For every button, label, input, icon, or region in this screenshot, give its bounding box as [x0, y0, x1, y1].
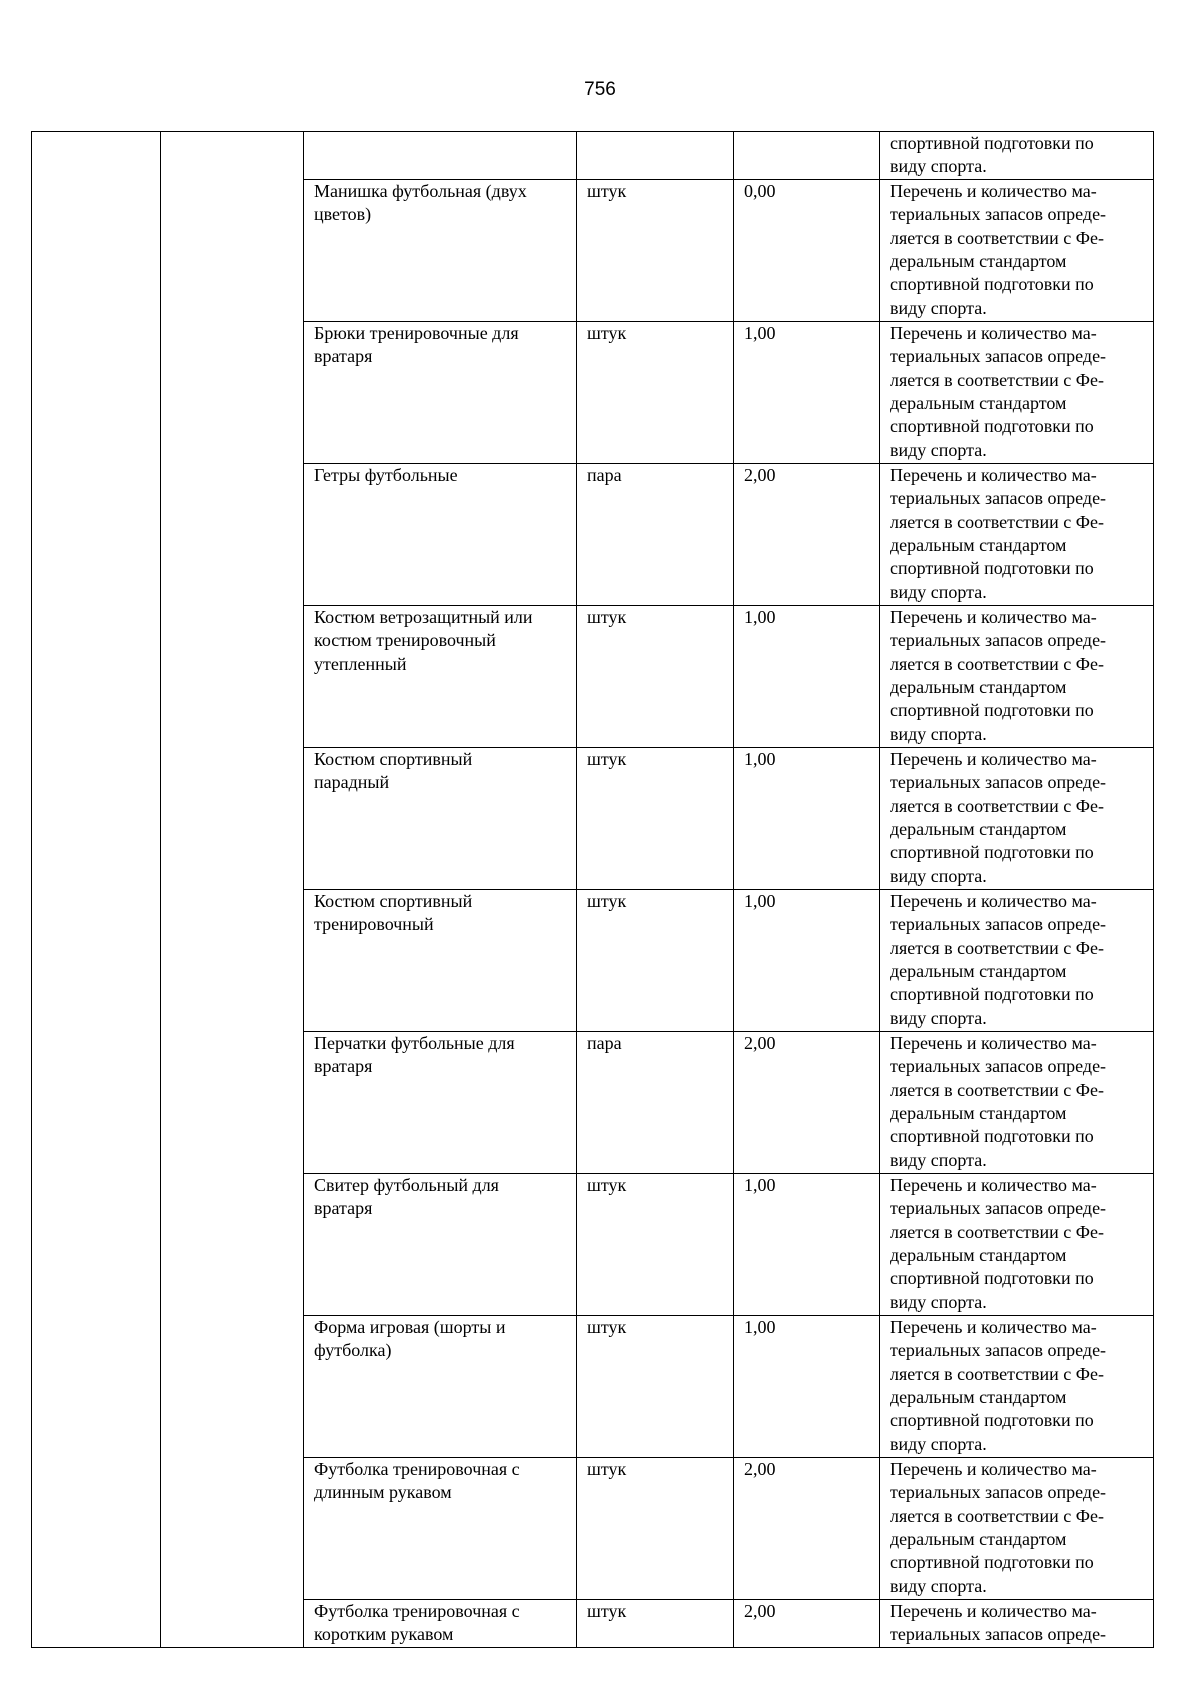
cell-unit — [577, 889, 734, 1031]
unit-text: штук — [587, 606, 627, 627]
item-name-text: Перчатки футбольные для вратаря — [314, 1032, 515, 1077]
cell-note — [880, 605, 1154, 747]
item-name-text: Свитер футбольный для вратаря — [314, 1174, 499, 1219]
cell-unit — [577, 132, 734, 180]
table-body — [32, 132, 1154, 1648]
cell-name — [304, 321, 577, 463]
cell-name — [304, 132, 577, 180]
cell-qty — [734, 1457, 880, 1599]
cell-qty — [734, 132, 880, 180]
cell-note — [880, 1315, 1154, 1457]
qty-text: 2,00 — [744, 464, 776, 485]
note-text: Перечень и количество ма- териальных запасов опреде- ляется в соответствии с Фе- деральным стандартом спортивной подготовки по виду спорта. — [890, 1316, 1107, 1454]
cell-name — [304, 1173, 577, 1315]
note-text: Перечень и количество ма- териальных запасов опреде- ляется в соответствии с Фе- деральным стандартом спортивной подготовки по виду спорта. — [890, 180, 1107, 318]
merged-cell-col1 — [32, 132, 161, 1648]
cell-unit — [577, 179, 734, 321]
table-row-continuation — [32, 132, 1154, 180]
cell-qty — [734, 1173, 880, 1315]
page-number: 756 — [584, 79, 616, 100]
qty-text: 2,00 — [744, 1458, 776, 1479]
cell-qty — [734, 1315, 880, 1457]
cell-note — [880, 179, 1154, 321]
item-name-text: Костюм спортивный парадный — [314, 748, 473, 793]
qty-text: 0,00 — [744, 180, 776, 201]
cell-unit — [577, 747, 734, 889]
unit-text: штук — [587, 1458, 627, 1479]
cell-name — [304, 747, 577, 889]
unit-text: штук — [587, 748, 627, 769]
cell-qty — [734, 1031, 880, 1173]
unit-text: штук — [587, 890, 627, 911]
qty-text: 1,00 — [744, 1174, 776, 1195]
cell-note — [880, 889, 1154, 1031]
cell-unit — [577, 1173, 734, 1315]
cell-note — [880, 463, 1154, 605]
cell-name — [304, 1031, 577, 1173]
cell-unit — [577, 463, 734, 605]
cell-qty — [734, 179, 880, 321]
qty-text: 1,00 — [744, 1316, 776, 1337]
cell-unit — [577, 1315, 734, 1457]
cell-qty — [734, 463, 880, 605]
cell-note — [880, 1031, 1154, 1173]
item-name-text: Футболка тренировочная с длинным рукавом — [314, 1458, 520, 1503]
item-name-text: Форма игровая (шорты и футболка) — [314, 1316, 506, 1361]
qty-text: 2,00 — [744, 1032, 776, 1053]
unit-text: пара — [587, 464, 622, 485]
unit-text: штук — [587, 1600, 627, 1621]
cell-name — [304, 889, 577, 1031]
cell-name — [304, 1457, 577, 1599]
cell-note — [880, 1173, 1154, 1315]
cell-unit — [577, 321, 734, 463]
cell-name — [304, 605, 577, 747]
cell-note — [880, 747, 1154, 889]
item-name-text: Гетры футбольные — [314, 464, 458, 485]
note-text: Перечень и количество ма- териальных запасов опреде- ляется в соответствии с Фе- деральным стандартом спортивной подготовки по виду спорта. — [890, 748, 1107, 886]
item-name-text: Костюм спортивный тренировочный — [314, 890, 473, 935]
note-text: Перечень и количество ма- териальных запасов опреде- ляется в соответствии с Фе- деральным стандартом спортивной подготовки по виду спорта. — [890, 606, 1107, 744]
cell-name — [304, 463, 577, 605]
equipment-table — [31, 131, 1154, 1648]
cell-qty — [734, 605, 880, 747]
cell-note — [880, 1457, 1154, 1599]
qty-text: 1,00 — [744, 748, 776, 769]
cell-unit — [577, 1599, 734, 1647]
note-text: Перечень и количество ма- териальных запасов опреде- ляется в соответствии с Фе- деральным стандартом спортивной подготовки по виду спорта. — [890, 1174, 1107, 1312]
unit-text: штук — [587, 180, 627, 201]
note-text: Перечень и количество ма- териальных запасов опреде- ляется в соответствии с Фе- деральным стандартом спортивной подготовки по виду спорта. — [890, 322, 1107, 460]
cell-qty — [734, 747, 880, 889]
cell-name — [304, 179, 577, 321]
item-name-text: Брюки тренировочные для вратаря — [314, 322, 519, 367]
note-text: Перечень и количество ма- териальных запасов опреде- ляется в соответствии с Фе- деральным стандартом спортивной подготовки по виду спорта. — [890, 890, 1107, 1028]
cell-unit — [577, 605, 734, 747]
cell-note — [880, 1599, 1154, 1647]
item-name-text: Футболка тренировочная с коротким рукавом — [314, 1600, 520, 1645]
cell-note — [880, 321, 1154, 463]
unit-text: штук — [587, 1174, 627, 1195]
qty-text: 1,00 — [744, 322, 776, 343]
cell-note — [880, 132, 1154, 180]
item-name-text: Манишка футбольная (двух цветов) — [314, 180, 527, 225]
cell-unit — [577, 1457, 734, 1599]
cell-qty — [734, 889, 880, 1031]
note-text: Перечень и количество ма- териальных запасов опреде- ляется в соответствии с Фе- деральным стандартом спортивной подготовки по виду спорта. — [890, 464, 1107, 602]
merged-cell-col2 — [161, 132, 304, 1648]
note-text: Перечень и количество ма- териальных запасов опреде- — [890, 1600, 1107, 1645]
cell-name — [304, 1315, 577, 1457]
qty-text: 1,00 — [744, 890, 776, 911]
cell-qty — [734, 1599, 880, 1647]
note-text: спортивной подготовки по виду спорта. — [890, 133, 1094, 177]
note-text: Перечень и количество ма- териальных запасов опреде- ляется в соответствии с Фе- деральным стандартом спортивной подготовки по виду спорта. — [890, 1032, 1107, 1170]
note-text: Перечень и количество ма- териальных запасов опреде- ляется в соответствии с Фе- деральным стандартом спортивной подготовки по виду спорта. — [890, 1458, 1107, 1596]
qty-text: 1,00 — [744, 606, 776, 627]
unit-text: пара — [587, 1032, 622, 1053]
cell-unit — [577, 1031, 734, 1173]
unit-text: штук — [587, 322, 627, 343]
cell-qty — [734, 321, 880, 463]
cell-name — [304, 1599, 577, 1647]
unit-text: штук — [587, 1316, 627, 1337]
qty-text: 2,00 — [744, 1600, 776, 1621]
item-name-text: Костюм ветрозащитный или костюм тренировочный утепленный — [314, 606, 533, 674]
